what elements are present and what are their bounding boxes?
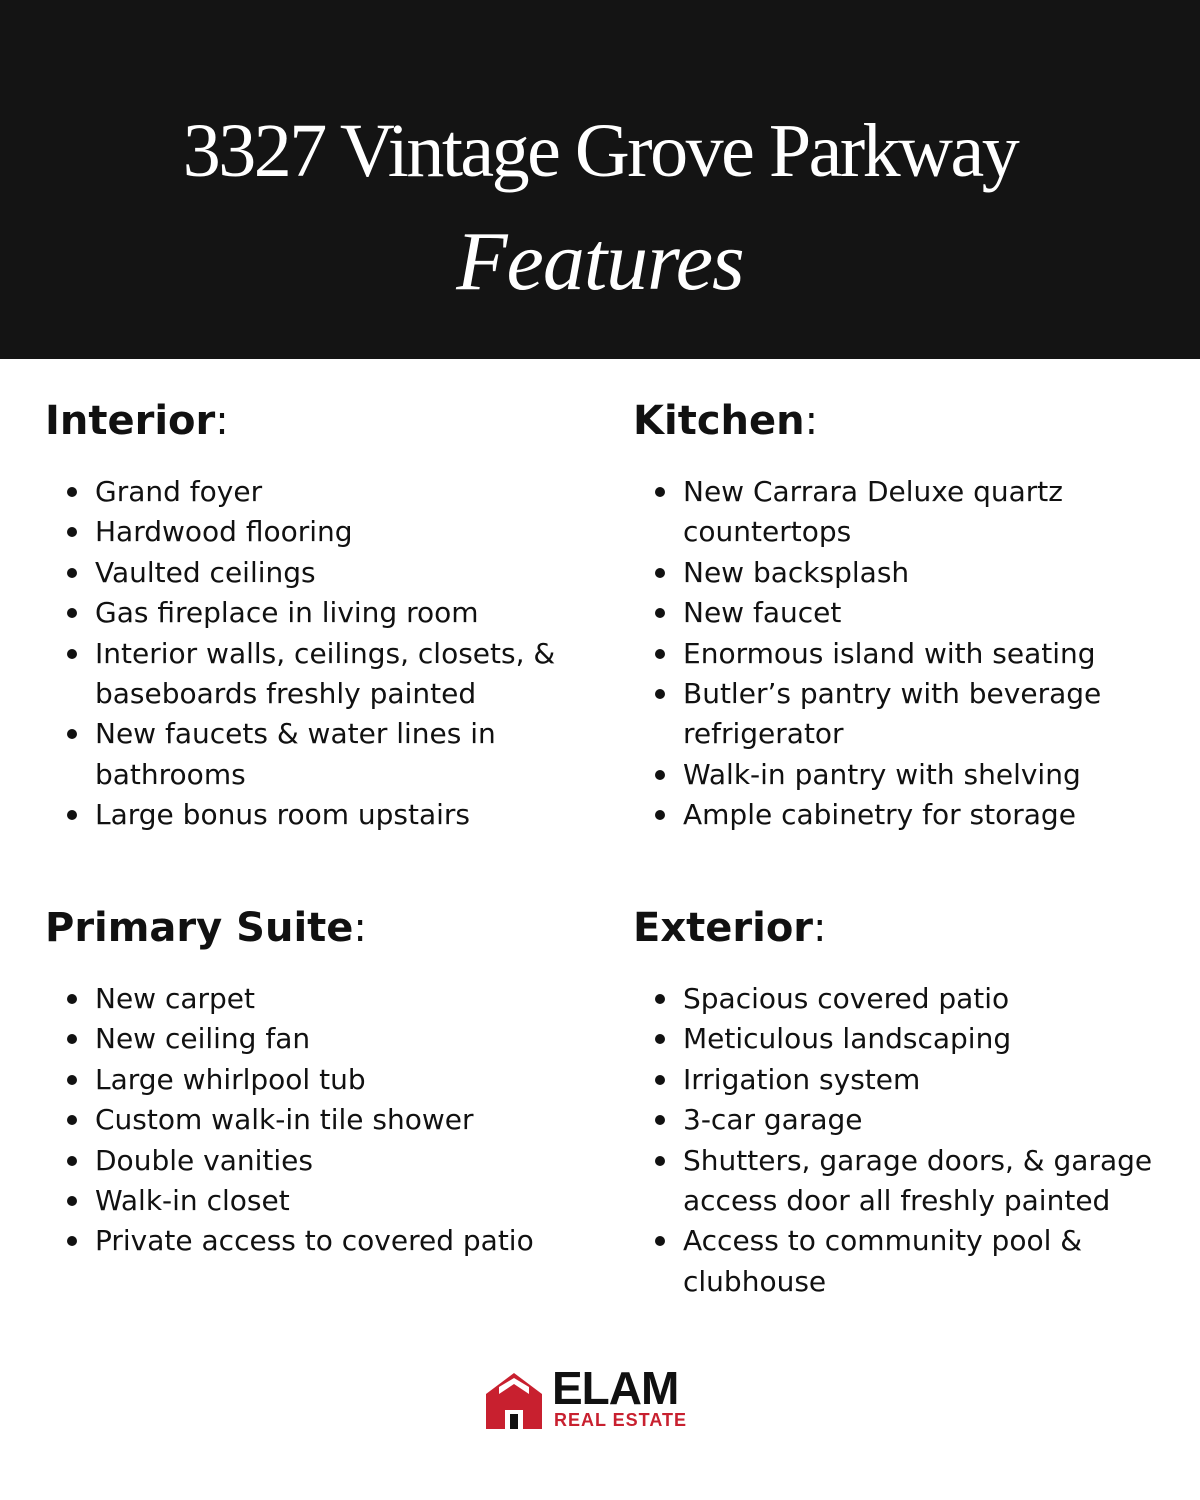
list-item: Butler’s pantry with beverage refrigerator — [633, 674, 1193, 755]
list-item: 3-car garage — [633, 1100, 1193, 1140]
list-item: Meticulous landscaping — [633, 1019, 1193, 1059]
bullet-icon — [655, 689, 665, 699]
section-heading: Primary Suite: — [45, 905, 367, 951]
list-item: Access to community pool & clubhouse — [633, 1221, 1193, 1302]
bullet-icon — [655, 1075, 665, 1085]
list-item: Hardwood flooring — [45, 512, 605, 552]
feature-list — [633, 472, 1193, 836]
list-item: Ample cabinetry for storage — [633, 795, 1193, 835]
bullet-icon — [67, 527, 77, 537]
section-exterior — [633, 900, 1193, 1302]
bullet-icon — [67, 1075, 77, 1085]
list-item: Custom walk-in tile shower — [45, 1100, 605, 1140]
list-item: Spacious covered patio — [633, 979, 1193, 1019]
bullet-icon — [655, 1156, 665, 1166]
list-item: New ceiling fan — [45, 1019, 605, 1059]
page-title: 3327 Vintage Grove Parkway — [182, 109, 1018, 193]
bullet-icon — [67, 1156, 77, 1166]
list-item: Large bonus room upstairs — [45, 795, 605, 835]
bullet-icon — [67, 487, 77, 497]
bullet-icon — [67, 810, 77, 820]
list-item: Interior walls, ceilings, closets, & baseboards freshly painted — [45, 634, 605, 715]
list-item: New backsplash — [633, 553, 1193, 593]
house-icon — [486, 1372, 542, 1430]
list-item: Private access to covered patio — [45, 1221, 605, 1261]
bullet-icon — [655, 1236, 665, 1246]
list-item: New Carrara Deluxe quartz countertops — [633, 472, 1193, 553]
section-heading: Interior: — [45, 398, 229, 444]
brand-logo — [486, 1362, 726, 1434]
list-item: Double vanities — [45, 1141, 605, 1181]
bullet-icon — [67, 1034, 77, 1044]
bullet-icon — [655, 994, 665, 1004]
bullet-icon — [67, 649, 77, 659]
section-kitchen — [633, 393, 1193, 836]
section-interior — [45, 393, 605, 836]
list-item: Enormous island with seating — [633, 634, 1193, 674]
bullet-icon — [655, 568, 665, 578]
bullet-icon — [67, 608, 77, 618]
bullet-icon — [655, 1034, 665, 1044]
list-item: Shutters, garage doors, & garage access door all freshly painted — [633, 1141, 1193, 1222]
list-item: Grand foyer — [45, 472, 605, 512]
feature-list — [45, 979, 605, 1262]
feature-list — [633, 979, 1193, 1302]
bullet-icon — [655, 487, 665, 497]
bullet-icon — [655, 1115, 665, 1125]
list-item: Irrigation system — [633, 1060, 1193, 1100]
list-item: Walk-in closet — [45, 1181, 605, 1221]
list-item: Large whirlpool tub — [45, 1060, 605, 1100]
section-heading: Kitchen: — [633, 398, 819, 444]
section-heading: Exterior: — [633, 905, 827, 951]
list-item: Walk-in pantry with shelving — [633, 755, 1193, 795]
bullet-icon — [655, 608, 665, 618]
bullet-icon — [67, 1236, 77, 1246]
bullet-icon — [67, 568, 77, 578]
bullet-icon — [67, 729, 77, 739]
feature-list — [45, 472, 605, 836]
page-subtitle: Features — [456, 215, 744, 308]
bullet-icon — [67, 1196, 77, 1206]
logo-name: ELAM — [552, 1362, 679, 1414]
list-item: New carpet — [45, 979, 605, 1019]
header-banner — [0, 0, 1200, 359]
logo-tagline: REAL ESTATE — [554, 1410, 688, 1430]
list-item: Vaulted ceilings — [45, 553, 605, 593]
list-item: New faucets & water lines in bathrooms — [45, 714, 605, 795]
bullet-icon — [655, 649, 665, 659]
bullet-icon — [655, 810, 665, 820]
bullet-icon — [655, 770, 665, 780]
bullet-icon — [67, 994, 77, 1004]
list-item: New faucet — [633, 593, 1193, 633]
list-item: Gas fireplace in living room — [45, 593, 605, 633]
bullet-icon — [67, 1115, 77, 1125]
section-primary-suite — [45, 900, 605, 1262]
